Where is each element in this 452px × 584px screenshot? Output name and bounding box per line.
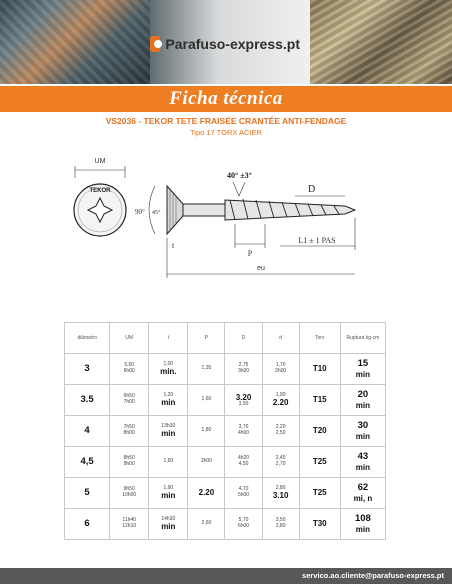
- cell-um-value: 10h00: [122, 492, 137, 498]
- cell-um-value: 6h50: [123, 393, 135, 400]
- cell-d-value: 2,45: [275, 455, 286, 462]
- screws-photo: [310, 0, 452, 84]
- cell-p: [188, 385, 225, 416]
- cell-diameter-value: 3.5: [80, 393, 94, 405]
- cell-ruptura-value: 20: [357, 388, 369, 400]
- cell-ruptura-value: 30: [357, 419, 369, 431]
- cell-D: [225, 385, 262, 416]
- product-title: VS2036 - TEKOR TETE FRAISÉE CRANTÉE ANTI-FENDAGE: [105, 116, 347, 126]
- cell-d: [262, 354, 299, 385]
- cell-t: [149, 478, 188, 509]
- cell-p-value: 2,60: [201, 520, 212, 527]
- cell-t-value: 14h30: [161, 515, 176, 522]
- cell-ruptura-value: 62: [357, 481, 369, 493]
- cell-um: [110, 354, 149, 385]
- cell-D-value: 3h00: [237, 368, 250, 374]
- col-p: P: [188, 323, 225, 354]
- cell-ruptura: [340, 354, 385, 385]
- cell-D-value: 5,70: [238, 517, 249, 524]
- cell-diameter: [65, 354, 110, 385]
- cell-p-value: 1,80: [201, 427, 212, 434]
- cell-d-value: 2,80: [275, 484, 286, 491]
- cell-um-value: 8h50: [123, 455, 135, 462]
- cell-torx: [299, 447, 340, 478]
- cell-torx-value: T30: [312, 519, 327, 529]
- title-banner: [0, 86, 452, 112]
- product-subtitle: Tipo 17 TORX ACIER: [190, 128, 262, 137]
- cell-ruptura-value: min: [355, 400, 371, 410]
- cell-diameter-value: 4,5: [80, 455, 94, 467]
- cell-um-value: 8h00: [123, 430, 135, 436]
- cell-D: [225, 447, 262, 478]
- cell-d: [262, 478, 299, 509]
- cell-d-value: 2,50: [275, 430, 286, 436]
- cell-d-value: 2.20: [275, 424, 286, 431]
- col-ruptura-unit: kg-cm: [365, 335, 380, 341]
- cell-D-value: 2,75: [238, 362, 249, 369]
- cell-torx: [299, 354, 340, 385]
- cell-um-value: 12h10: [122, 523, 137, 529]
- cell-t-value: 1,00: [163, 360, 174, 367]
- cell-t-value: 1,20: [163, 391, 174, 398]
- cell-torx: [299, 478, 340, 509]
- cell-um: [110, 416, 149, 447]
- cell-p-value: 1,35: [201, 365, 212, 372]
- cell-p: [188, 509, 225, 540]
- table-row: [65, 478, 386, 509]
- cell-diameter: [65, 447, 110, 478]
- cell-D: [225, 509, 262, 540]
- cell-diameter-value: 5: [84, 486, 90, 498]
- eu-label: eu: [257, 265, 265, 272]
- cell-ruptura: [340, 509, 385, 540]
- header-banner-image: [0, 0, 452, 84]
- col-diameter: diâmetro: [65, 323, 110, 354]
- cell-t-value: min.: [160, 367, 177, 377]
- cell-d: [262, 509, 299, 540]
- cell-ruptura-value: 15: [357, 357, 369, 369]
- cell-D: [225, 354, 262, 385]
- cell-d: [262, 447, 299, 478]
- cell-ruptura: [340, 416, 385, 447]
- cell-um: [110, 509, 149, 540]
- cell-um: [110, 478, 149, 509]
- cell-ruptura-value: min: [355, 524, 371, 534]
- cell-um-value: 11h40: [122, 517, 136, 524]
- cell-d-value: 2h00: [275, 368, 287, 374]
- table-row: [65, 447, 386, 478]
- cell-diameter-value: 4: [84, 424, 90, 436]
- cell-torx: [299, 416, 340, 447]
- cell-p: [188, 478, 225, 509]
- l1-label: L1 ± 1 PAS: [298, 236, 336, 245]
- cell-ruptura-value: min: [355, 431, 371, 441]
- cell-D-value: 4,50: [238, 461, 249, 467]
- col-t: t: [149, 323, 188, 354]
- cell-D-value: 3,50: [238, 400, 249, 407]
- cell-um-value: 5,50: [124, 362, 135, 369]
- cell-D-value: 5h00: [237, 492, 250, 498]
- page-title: Ficha técnica: [169, 88, 283, 109]
- cell-d-value: 3.10: [272, 491, 289, 501]
- table-row: [65, 416, 386, 447]
- cell-torx-value: T10: [312, 364, 327, 374]
- cell-D: [225, 478, 262, 509]
- cell-um-value: 9h50: [123, 486, 135, 493]
- cell-D: [225, 416, 262, 447]
- cell-p-value: 1,60: [201, 396, 212, 403]
- brand-logo: [150, 28, 300, 60]
- cell-t-value: min: [161, 491, 176, 501]
- cell-D-value: 4h20: [237, 455, 250, 462]
- cell-D-value: 4h00: [237, 430, 250, 436]
- cell-D-value: 3,70: [238, 424, 249, 431]
- cell-t-value: min: [161, 398, 176, 408]
- cell-p: [188, 447, 225, 478]
- angle-40-label: 40° ±3°: [227, 171, 252, 180]
- cell-d: [262, 416, 299, 447]
- cell-um-value: 9h00: [123, 461, 135, 467]
- tools-photo: [0, 0, 150, 84]
- col-um: UM: [110, 323, 149, 354]
- cell-p: [188, 416, 225, 447]
- col-ruptura: [340, 323, 385, 354]
- cell-t-value: 13h30: [161, 422, 176, 429]
- col-torx: Torx: [299, 323, 340, 354]
- spec-table: [64, 322, 386, 540]
- cell-D-value: 4,70: [238, 486, 249, 493]
- cell-diameter-value: 6: [84, 517, 90, 529]
- cell-d: [262, 385, 299, 416]
- cell-t: [149, 354, 188, 385]
- cell-diameter: [65, 385, 110, 416]
- cell-d-value: 1,90: [275, 391, 286, 398]
- cell-d-value: 3,80: [275, 523, 286, 529]
- cell-diameter-value: 3: [84, 362, 90, 374]
- cell-d-value: 1,70: [275, 362, 286, 369]
- tekor-mark: TEKOR: [89, 188, 111, 194]
- cell-D-value: 3.20: [235, 392, 252, 402]
- cell-um-value: 7h50: [123, 424, 135, 431]
- cell-t-value: 1,60: [163, 458, 174, 465]
- cell-um-value: 7h00: [123, 399, 135, 405]
- cell-t: [149, 447, 188, 478]
- cell-um: [110, 447, 149, 478]
- cell-torx: [299, 385, 340, 416]
- cell-ruptura-value: 43: [357, 450, 369, 462]
- cell-ruptura-value: 108: [354, 512, 371, 524]
- table-row: [65, 509, 386, 540]
- cell-ruptura: [340, 385, 385, 416]
- cell-torx-value: T20: [312, 426, 327, 436]
- cell-t: [149, 509, 188, 540]
- cell-ruptura: [340, 478, 385, 509]
- cell-um-value: 6h00: [123, 368, 135, 374]
- cell-p-value: 2h00: [200, 458, 212, 465]
- cell-torx-value: T15: [312, 395, 327, 405]
- cell-t-value: min: [161, 522, 176, 532]
- angle-45-label: 45°: [152, 210, 161, 216]
- footer-email: servico.ao.cliente@parafuso-express.pt: [302, 571, 444, 580]
- cell-D-value: 6h00: [237, 523, 250, 529]
- cell-ruptura-value: mi, n: [353, 493, 373, 503]
- cell-diameter: [65, 416, 110, 447]
- cell-p: [188, 354, 225, 385]
- cell-ruptura-value: min: [355, 462, 371, 472]
- cell-torx: [299, 509, 340, 540]
- cell-t: [149, 385, 188, 416]
- table-row: [65, 385, 386, 416]
- cell-torx-value: T25: [312, 488, 327, 498]
- col-d: d: [262, 323, 299, 354]
- cell-ruptura: [340, 447, 385, 478]
- cell-p-value: 2.20: [198, 488, 215, 498]
- screw-head-view: [74, 184, 126, 236]
- t-label: t: [172, 241, 175, 250]
- cell-t: [149, 416, 188, 447]
- footer-bar: [0, 568, 452, 584]
- cell-ruptura-value: min: [355, 369, 371, 379]
- brand-logo-icon: [150, 36, 160, 52]
- cell-diameter: [65, 509, 110, 540]
- d-upper-label: D: [308, 184, 316, 195]
- um-label: UM: [94, 158, 106, 165]
- table-row: [65, 354, 386, 385]
- screw-technical-drawing: [55, 148, 405, 288]
- cell-torx-value: T25: [312, 457, 327, 467]
- p-label: P: [247, 249, 253, 258]
- cell-um: [110, 385, 149, 416]
- cell-d-value: 3,50: [275, 517, 286, 524]
- cell-d-value: 2.20: [272, 398, 289, 408]
- brand-name: Parafuso-express.pt: [165, 36, 300, 52]
- cell-diameter: [65, 478, 110, 509]
- cell-t-value: min: [161, 429, 176, 439]
- screw-side-view: [167, 186, 355, 234]
- col-D: D: [225, 323, 262, 354]
- table-header-row: [65, 323, 386, 354]
- col-ruptura-label: Ruptura: [346, 335, 365, 341]
- angle-90-label: 90°: [135, 208, 145, 216]
- cell-d-value: 2,70: [275, 461, 286, 467]
- cell-t-value: 1,90: [163, 484, 174, 491]
